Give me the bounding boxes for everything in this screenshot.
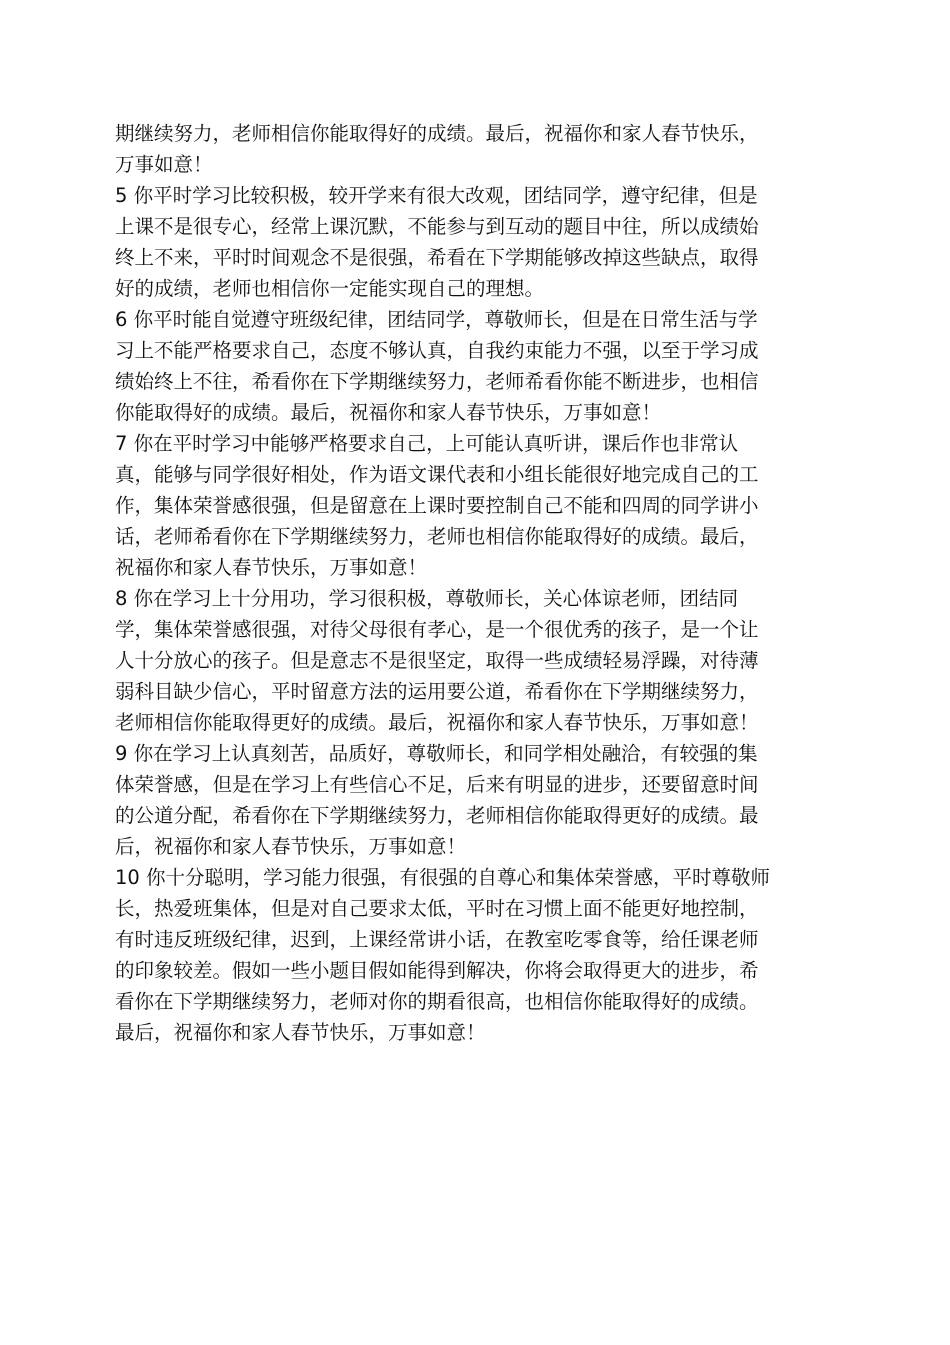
paragraph-comment-8: 8 你在学习上十分用功，学习很积极，尊敬师长，关心体谅老师，团结同学，集体荣誉感很强，对待父母很有孝心，是一个很优秀的孩子，是一个让人十分放心的孩子。但是意志不是很坚定，取得一些成绩轻易浮躁，对待薄弱科目缺少信心，平时留意方法的运用要公道，希看你在下学期继续努力，老师相信你能取得更好的成绩。最后，祝福你和家人春节快乐，万事如意！ <box>115 587 759 734</box>
paragraph-comment-7: 7 你在平时学习中能够严格要求自己，上可能认真听讲，课后作也非常认真，能够与同学很好相处，作为语文课代表和小组长能很好地完成自己的工作，集体荣誉感很强，但是留意在上课时要控制自己不能和四周的同学讲小话，老师希看你在下学期继续努力，老师也相信你能取得好的成绩。最后，祝福你和家人春节快乐，万事如意！ <box>115 432 759 579</box>
document-page <box>115 118 775 1048</box>
paragraph-comment-10: 10 你十分聪明，学习能力很强，有很强的自尊心和集体荣誉感，平时尊敬师长，热爱班集体，但是对自己要求太低，平时在习惯上面不能更好地控制，有时违反班级纪律，迟到，上课经常讲小话，在教室吃零食等，给任课老师的印象较差。假如一些小题目假如能得到解决，你将会取得更大的进步，希看你在下学期继续努力，老师对你的期看很高，也相信你能取得好的成绩。最后，祝福你和家人春节快乐，万事如意！ <box>115 866 771 1044</box>
paragraph-comment-9: 9 你在学习上认真刻苦，品质好，尊敬师长，和同学相处融洽，有较强的集体荣誉感，但是在学习上有些信心不足，后来有明显的进步，还要留意时间的公道分配，希看你在下学期继续努力，老师相信你能取得更好的成绩。最后，祝福你和家人春节快乐，万事如意！ <box>115 742 759 858</box>
paragraph-comment-5: 5 你平时学习比较积极，较开学来有很大改观，团结同学，遵守纪律，但是上课不是很专心，经常上课沉默，不能参与到互动的题目中往，所以成绩始终上不来，平时时间观念不是很强，希看在下学期能够改掉这些缺点，取得好的成绩，老师也相信你一定能实现自己的理想。 <box>115 184 759 300</box>
paragraph-continuation: 期继续努力，老师相信你能取得好的成绩。最后，祝福你和家人春节快乐，万事如意！ <box>115 122 759 176</box>
paragraph-comment-6: 6 你平时能自觉遵守班级纪律，团结同学，尊敬师长，但是在日常生活与学习上不能严格要求自己，态度不够认真，自我约束能力不强，以至于学习成绩始终上不往，希看你在下学期继续努力，老师希看你能不断进步，也相信你能取得好的成绩。最后，祝福你和家人春节快乐，万事如意！ <box>115 308 759 424</box>
